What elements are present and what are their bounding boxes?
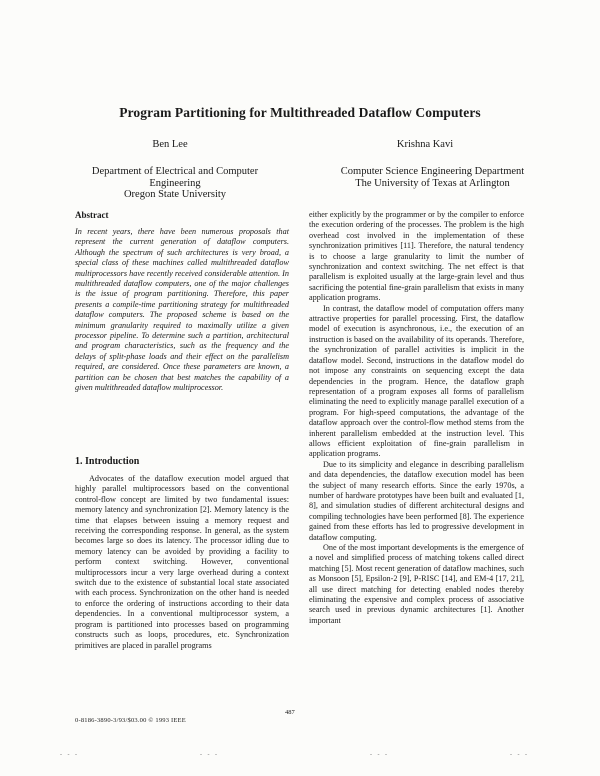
scan-mark: - - - (370, 752, 389, 758)
intro-column (75, 474, 289, 651)
author-name-1: Ben Lee (152, 139, 188, 150)
scan-mark: - - - (200, 752, 219, 758)
right-column (309, 210, 524, 626)
copyright-footer: 0-8186-3890-3/93/$03.00 © 1993 IEEE (75, 717, 186, 724)
abstract-heading: Abstract (75, 210, 109, 220)
affiliation-line: The University of Texas at Arlington (355, 177, 510, 189)
affiliation-line: Computer Science Engineering Department (340, 166, 525, 177)
scan-mark: - - - (60, 752, 79, 758)
body-paragraph: In contrast, the dataflow model of computation offers many attractive properties for parallel processing. First, the dataflow model of execution is asynchronous, i.e., the execution of an instruction is based on the availability of its operands. Therefore, the synchronization of parallel activities is implicit in the dataflow model. Second, instructions in the dataflow model do not impose any constraints on sequencing except the data dependencies in the program. Hence, the dataflow graph representation of a program exposes all forms of parallelism eliminating the need to explicitly manage parallel execution of a program. For high-speed computations, the advantage of the dataflow approach over the control-flow method stems from the inherent parallelism embedded at the instruction level. This allows efficient exploitation of fine-grain parallelism in application programs. (309, 303, 524, 459)
page-number: 487 (285, 709, 295, 716)
section-heading-introduction: 1. Introduction (75, 456, 140, 467)
body-paragraph: Due to its simplicity and elegance in describing parallelism and data dependencies, the dataflow execution model has been the subject of many research efforts. Since the early 1970s, a number of hardware prototypes have been built and evaluated [1, 8], and simulation studies of different architectural designs and compiling technologies have been performed [8]. The experience gained from these efforts has led to progressive development in dataflow computing. (309, 459, 524, 542)
intro-paragraph: Advocates of the dataflow execution model argued that highly parallel multiprocessors based on the conventional control-flow concept are limited by two fundamental issues: memory latency and synchronization [2]. Memory latency is the time that elapses between issuing a memory request and receiving the corresponding response. In general, as the system becomes large so does its latency. The processor idling due to memory latency can be avoided by providing a facility to perform context switching. However, conventional multiprocessors incur a very large overhead during a context switch due to the existence of substantial local state associated with each process. Synchronization on the other hand is needed to enforce the ordering of instructions according to their data dependencies. In a conventional multiprocessor system, a program is partitioned into processes based on programming constructs such as loops, procedures, etc. Synchronization primitives are placed in parallel programs (75, 474, 289, 650)
affiliation-line: Department of Electrical and Computer (91, 166, 259, 177)
author-affiliation-2 (300, 166, 565, 189)
affiliation-line: Engineering (149, 177, 201, 189)
abstract-text: In recent years, there have been numerous proposals that represent the current generation of dataflow computers. Although the spectrum of such architectures is very broad, a special class of these machines called multithreaded dataflow multiprocessors have recently received considerable attention. In multithreaded dataflow computers, one of the major challenges is the issue of program partitioning. Therefore, this paper presents a compile-time partitioning strategy for multithreaded dataflow computers. The proposed scheme is based on the minimum granularity required to maximally utilize a given processor pipeline. To determine such a partition, architectural and program characteristics, such as the frequency and the delays of split-phase loads and their effect on the parallelism required, are considered. Once these parameters are known, a partition can be chosen that best matches the capability of a given multithreaded dataflow multiprocessor. (75, 227, 289, 393)
affiliation-line: Oregon State University (123, 189, 227, 200)
author-affiliation-1 (55, 166, 295, 201)
body-paragraph: either explicitly by the programmer or by the compiler to enforce the execution ordering of the processes. The problem is the high overhead cost involved in the implementation of these synchronization primitives [11]. Therefore, the natural tendency is to choose a large granularity to limit the number of synchronization and context switching. The net effect is that parallelism is exploited usually at the large-grain level and thus sacrificing the potential fine-grain parallelism that exists in many application programs. (309, 210, 524, 303)
scan-mark: - - - (510, 752, 529, 758)
author-name-2: Krishna Kavi (396, 139, 454, 150)
paper-title: Program Partitioning for Multithreaded Dataflow Computers (119, 105, 481, 120)
body-paragraph: One of the most important developments is the emergence of a novel and simplified process of matching tokens called direct matching [5]. Most recent generation of dataflow machines, such as Monsoon [5], Epsilon-2 [9], P-RISC [14], and EM-4 [17, 21], all use direct matching for detecting enabled nodes thereby eliminating the expensive and complex process of associative search used in previous dynamic architectures [1]. Another important (309, 543, 524, 625)
